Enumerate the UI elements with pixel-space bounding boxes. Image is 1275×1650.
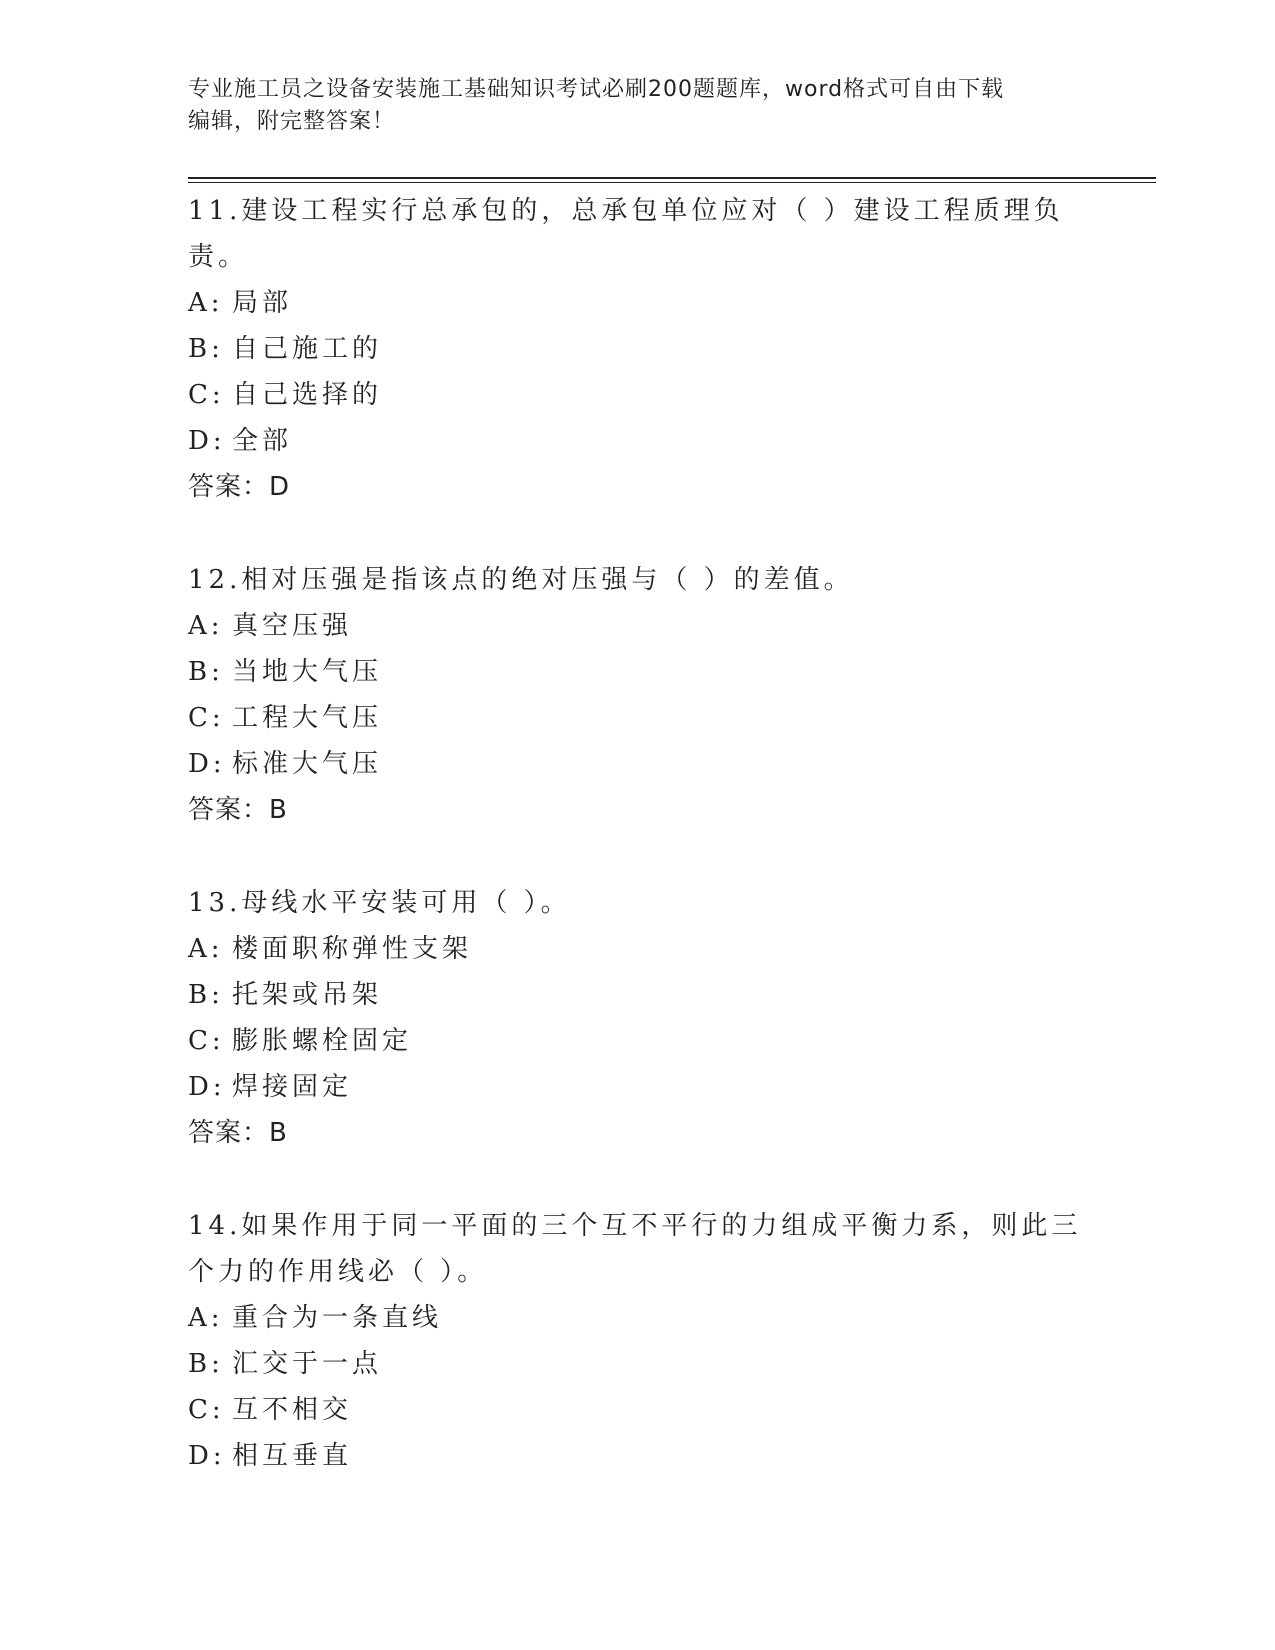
option-text: 工程大气压 — [232, 703, 383, 733]
option-letter: A: — [188, 288, 224, 318]
option-letter: A: — [188, 934, 224, 964]
answer-line: 答案：B — [188, 1118, 288, 1148]
option-letter: C: — [188, 1395, 225, 1425]
option-text: 相互垂直 — [232, 1441, 353, 1471]
option-text: 焊接固定 — [232, 1072, 353, 1102]
option-text: 膨胀螺栓固定 — [232, 1026, 413, 1056]
option-text: 自己施工的 — [232, 334, 383, 364]
option-letter: B: — [188, 334, 224, 364]
question-11 — [188, 188, 1088, 510]
option-b — [188, 326, 1088, 372]
question-text: 11.建设工程实行总承包的，总承包单位应对（ ）建设工程质理负责。 — [188, 196, 1064, 272]
option-d — [188, 741, 1088, 787]
option-d — [188, 1433, 1088, 1479]
question-text: 14.如果作用于同一平面的三个互不平行的力组成平衡力系，则此三个力的作用线必（ ）。 — [188, 1211, 1082, 1287]
option-d — [188, 418, 1088, 464]
option-c — [188, 1387, 1088, 1433]
document-header — [188, 74, 1088, 138]
option-b — [188, 649, 1088, 695]
answer-line: 答案：B — [188, 795, 288, 825]
option-a — [188, 926, 1088, 972]
option-a — [188, 603, 1088, 649]
question-text: 13.母线水平安装可用（ ）。 — [188, 888, 571, 918]
option-letter: A: — [188, 611, 224, 641]
option-b — [188, 972, 1088, 1018]
option-text: 当地大气压 — [232, 657, 383, 687]
option-letter: D: — [188, 1072, 226, 1102]
option-b — [188, 1341, 1088, 1387]
option-letter: D: — [188, 749, 226, 779]
question-list — [188, 188, 1088, 1526]
option-c — [188, 372, 1088, 418]
option-letter: D: — [188, 426, 226, 456]
question-text: 12.相对压强是指该点的绝对压强与（ ）的差值。 — [188, 565, 854, 595]
option-c — [188, 695, 1088, 741]
option-text: 自己选择的 — [232, 380, 383, 410]
option-text: 全部 — [232, 426, 293, 456]
option-letter: D: — [188, 1441, 226, 1471]
option-c — [188, 1018, 1088, 1064]
option-letter: B: — [188, 657, 224, 687]
question-13 — [188, 880, 1088, 1156]
option-text: 互不相交 — [232, 1395, 353, 1425]
answer-line: 答案：D — [188, 472, 291, 502]
option-text: 重合为一条直线 — [232, 1303, 443, 1333]
header-title-line1: 专业施工员之设备安装施工基础知识考试必刷200题题库，word格式可自由下载 — [188, 77, 1005, 102]
option-letter: C: — [188, 1026, 225, 1056]
option-text: 托架或吊架 — [232, 980, 383, 1010]
option-text: 楼面职称弹性支架 — [232, 934, 473, 964]
option-text: 标准大气压 — [232, 749, 383, 779]
option-letter: A: — [188, 1303, 224, 1333]
header-title-line2: 编辑，附完整答案！ — [188, 109, 396, 134]
option-text: 真空压强 — [232, 611, 353, 641]
option-text: 汇交于一点 — [232, 1349, 383, 1379]
header-rule-thin — [188, 182, 1156, 183]
question-12 — [188, 557, 1088, 833]
question-14 — [188, 1203, 1088, 1479]
option-text: 局部 — [232, 288, 293, 318]
option-a — [188, 280, 1088, 326]
option-d — [188, 1064, 1088, 1110]
option-letter: B: — [188, 1349, 224, 1379]
option-letter: C: — [188, 703, 225, 733]
option-letter: B: — [188, 980, 224, 1010]
header-rule-thick — [188, 177, 1156, 179]
option-a — [188, 1295, 1088, 1341]
option-letter: C: — [188, 380, 225, 410]
